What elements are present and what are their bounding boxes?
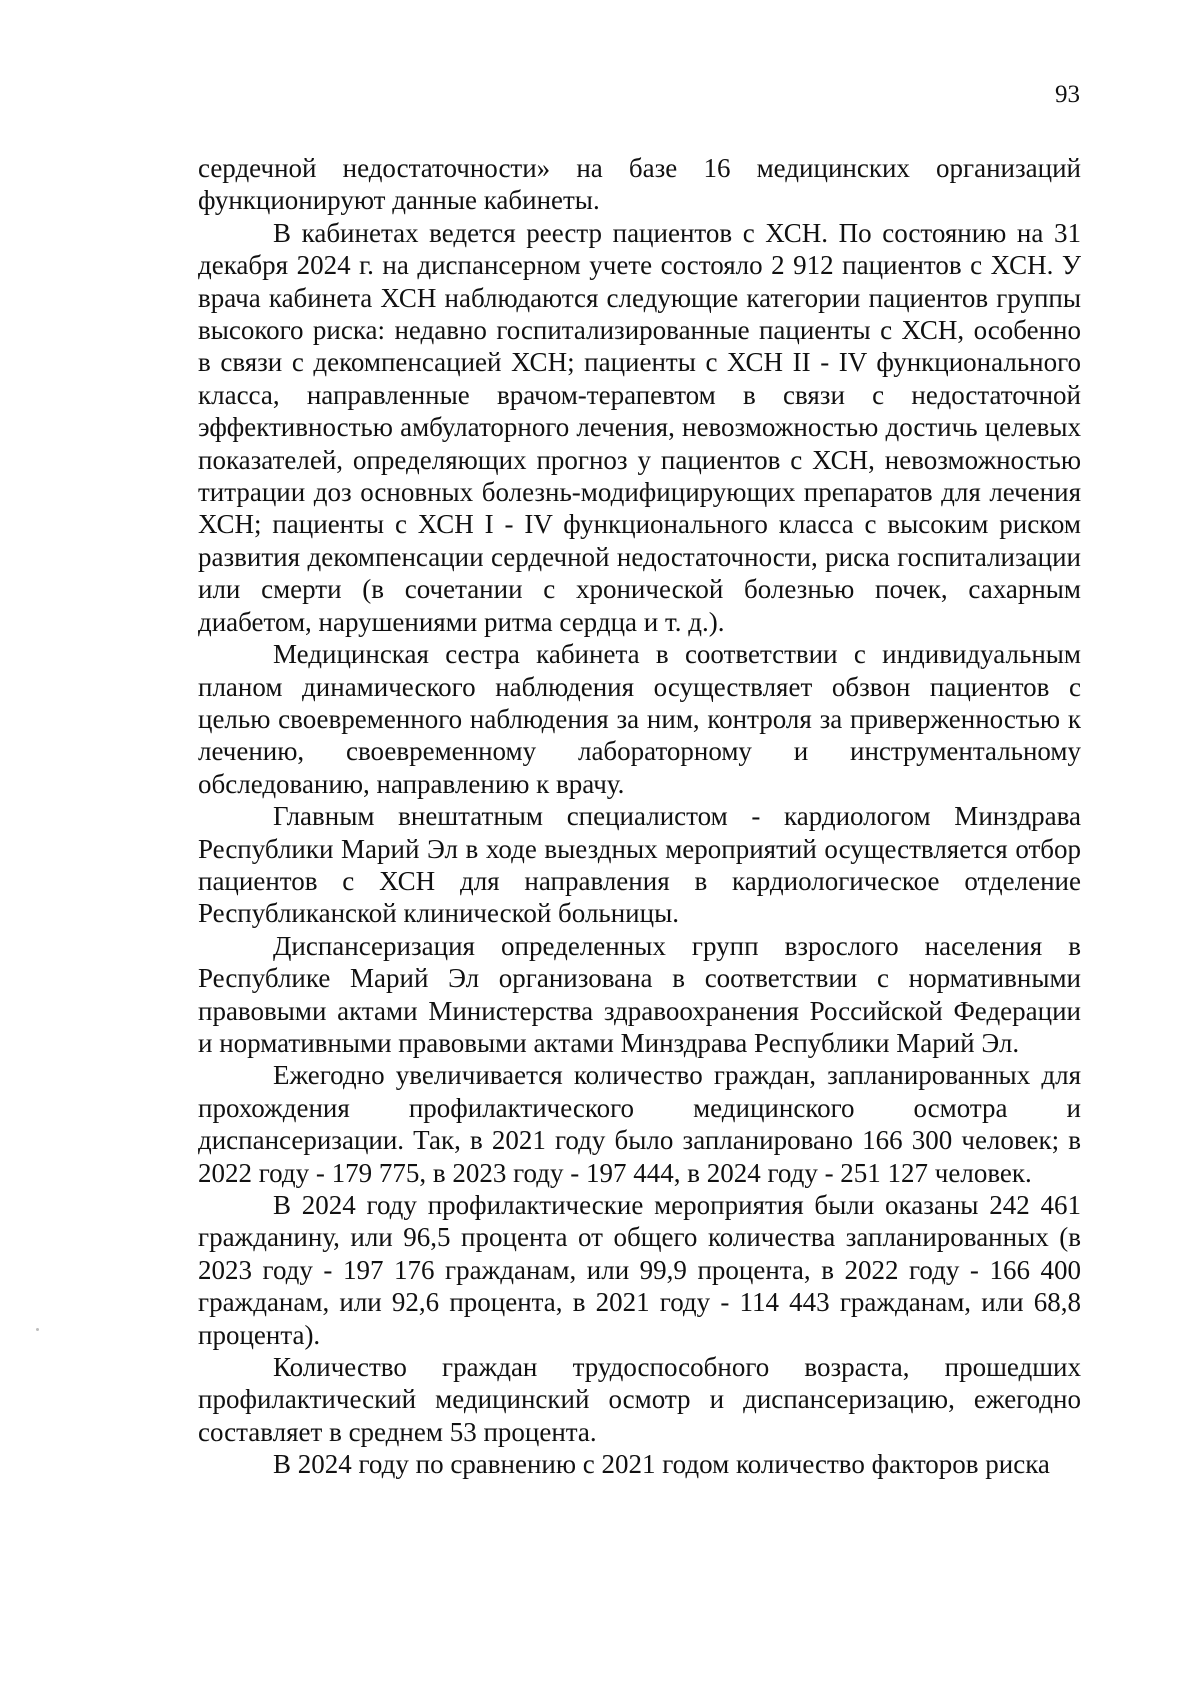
- body-text: [198, 152, 1081, 1481]
- paragraph-nurse-calls: Медицинская сестра кабинета в соответствии с индивидуальным планом динамического наблюдения осуществляет обзвон пациентов с целью своевременного наблюдения за ним, контроля за приверженностью к лечению, своевременному лабораторному и инструментальному обследованию, направлению к врачу.: [198, 639, 1081, 799]
- paragraph-working-age: Количество граждан трудоспособного возраста, прошедших профилактический медицинский осмотр и диспансеризацию, ежегодно составляет в среднем 53 процента.: [198, 1352, 1081, 1447]
- paragraph-preventive-measures: В 2024 году профилактические мероприятия были оказаны 242 461 гражданину, или 96,5 процента от общего количества запланированных (в 2023 году - 197 176 гражданам, или 99,9 процента, в 2022 году - 166 400 гражданам, или 92,6 процента, в 2021 году - 114 443 гражданам, или 68,8 процента).: [198, 1190, 1081, 1350]
- paragraph-continuation: сердечной недостаточности» на базе 16 медицинских организаций функционируют данные кабинеты.: [198, 153, 1081, 216]
- paragraph-risk-factors: В 2024 году по сравнению с 2021 годом количество факторов риска: [273, 1449, 1050, 1480]
- paragraph-planned-citizens: Ежегодно увеличивается количество граждан, запланированных для прохождения профилактического медицинского осмотра и диспансеризации. Так, в 2021 году было запланировано 166 300 человек; в 2022 году - 179 775, в 2023 году - 197 444, в 2024 году - 251 127 человек.: [198, 1060, 1081, 1188]
- scan-speck: [36, 1328, 39, 1331]
- page-number: 93: [1055, 81, 1080, 108]
- paragraph-chf-registry: В кабинетах ведется реестр пациентов с ХСН. По состоянию на 31 декабря 2024 г. на диспансерном учете состояло 2 912 пациентов с ХСН. У врача кабинета ХСН наблюдаются следующие категории пациентов группы высокого риска: недавно госпитализированные пациенты с ХСН, особенно в связи с декомпенсацией ХСН; пациенты с ХСН II - IV функционального класса, направленные врачом-терапевтом в связи с недостаточной эффективностью амбулаторного лечения, невозможностью достичь целевых показателей, определяющих прогноз у пациентов с ХСН, невозможностью титрации доз основных болезнь-модифицирующих препаратов для лечения ХСН; пациенты с ХСН I - IV функционального класса с высоким риском развития декомпенсации сердечной недостаточности, риска госпитализации или смерти (в сочетании с хронической болезнью почек, сахарным диабетом, нарушениями ритма сердца и т. д.).: [198, 217, 1081, 637]
- paragraph-chief-cardiologist: Главным внештатным специалистом - кардиологом Минздрава Республики Марий Эл в ходе выездных мероприятий осуществляется отбор пациентов с ХСН для направления в кардиологическое отделение Республиканской клинической больницы.: [198, 801, 1081, 929]
- paragraph-dispensarization: Диспансеризация определенных групп взрослого населения в Республике Марий Эл организована в соответствии с нормативными правовыми актами Министерства здравоохранения Российской Федерации и нормативными правовыми актами Минздрава Республики Марий Эл.: [198, 930, 1081, 1058]
